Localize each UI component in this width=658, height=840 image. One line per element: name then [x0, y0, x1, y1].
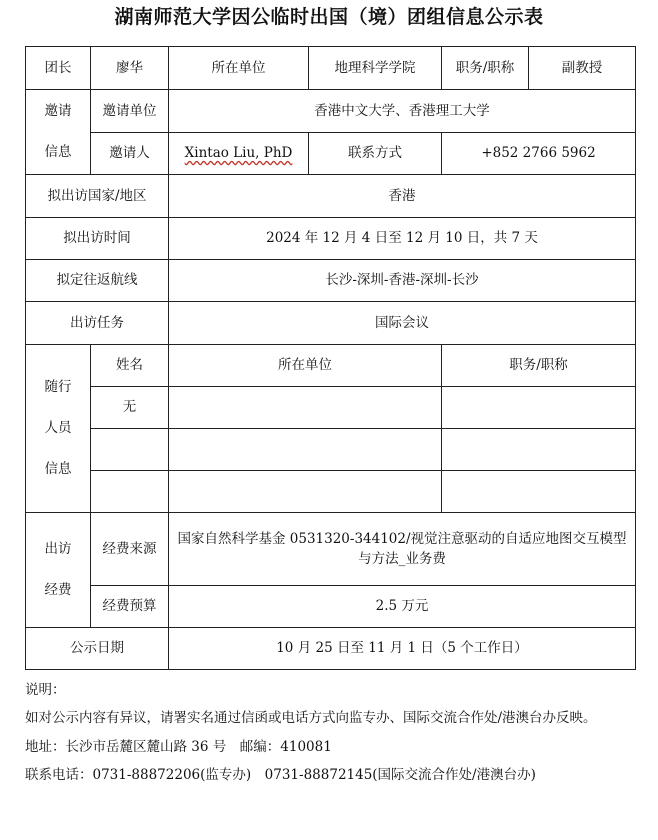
invite-contact-label: 联系方式	[309, 133, 442, 175]
member-name: 无	[91, 387, 169, 429]
leader-position: 副教授	[529, 47, 636, 90]
invite-org-label: 邀请单位	[91, 90, 169, 133]
leader-position-label: 职务/职称	[442, 47, 529, 90]
time-value: 2024 年 12 月 4 日至 12 月 10 日，共 7 天	[169, 218, 636, 260]
members-section-label: 随行 人员 信息	[26, 345, 91, 513]
member-position	[442, 471, 636, 513]
notes	[25, 676, 637, 789]
member-unit	[169, 429, 442, 471]
funding-source-label: 经费来源	[91, 513, 169, 586]
leader-name: 廖华	[91, 47, 169, 90]
funding-source: 国家自然科学基金 0531320-344102/视觉注意驱动的自适应地图交互模型与方法_业务费	[169, 513, 636, 586]
members-col-name: 姓名	[91, 345, 169, 387]
leader-label: 团长	[26, 47, 91, 90]
funding-budget-row	[26, 586, 636, 628]
notes-address: 地址：长沙市岳麓区麓山路 36 号 邮编：410081	[25, 739, 332, 755]
time-label: 拟出访时间	[26, 218, 169, 260]
notice-date-row	[26, 628, 636, 670]
destination-row	[26, 175, 636, 218]
member-name	[91, 429, 169, 471]
invite-person: Xintao Liu, PhD	[169, 133, 309, 175]
page-title: 湖南师范大学因公临时出国（境）团组信息公示表	[114, 6, 544, 28]
leader-unit-label: 所在单位	[169, 47, 309, 90]
notice-date-value: 10 月 25 日至 11 月 1 日（5 个工作日）	[169, 628, 636, 670]
notes-heading: 说明：	[25, 682, 66, 698]
member-unit	[169, 471, 442, 513]
destination-label: 拟出访国家/地区	[26, 175, 169, 218]
members-header-row	[26, 345, 636, 387]
funding-section-label: 出访 经费	[26, 513, 91, 628]
invite-org-row	[26, 90, 636, 133]
funding-source-row	[26, 513, 636, 586]
task-row	[26, 302, 636, 345]
time-row	[26, 218, 636, 260]
notes-phone: 联系电话：0731-88872206(监专办) 0731-88872145(国际交流合作处/港澳台办)	[25, 767, 536, 783]
route-value: 长沙-深圳-香港-深圳-长沙	[169, 260, 636, 302]
route-label: 拟定往返航线	[26, 260, 169, 302]
leader-row	[26, 47, 636, 90]
table-row	[26, 471, 636, 513]
members-col-position: 职务/职称	[442, 345, 636, 387]
member-position	[442, 387, 636, 429]
destination-value: 香港	[169, 175, 636, 218]
invite-contact: +852 2766 5962	[442, 133, 636, 175]
invite-person-label: 邀请人	[91, 133, 169, 175]
member-name	[91, 471, 169, 513]
members-col-unit: 所在单位	[169, 345, 442, 387]
member-unit	[169, 387, 442, 429]
funding-budget: 2.5 万元	[169, 586, 636, 628]
notes-paragraph: 如对公示内容有异议，请署实名通过信函或电话方式向监专办、国际交流合作处/港澳台办反映。	[25, 710, 597, 726]
invite-section-label: 邀请 信息	[26, 90, 91, 175]
notice-date-label: 公示日期	[26, 628, 169, 670]
route-row	[26, 260, 636, 302]
table-row	[26, 387, 636, 429]
invite-org: 香港中文大学、香港理工大学	[169, 90, 636, 133]
table-row	[26, 429, 636, 471]
funding-budget-label: 经费预算	[91, 586, 169, 628]
member-position	[442, 429, 636, 471]
invite-person-row	[26, 133, 636, 175]
leader-unit: 地理科学学院	[309, 47, 442, 90]
task-label: 出访任务	[26, 302, 169, 345]
info-table	[25, 46, 636, 670]
task-value: 国际会议	[169, 302, 636, 345]
